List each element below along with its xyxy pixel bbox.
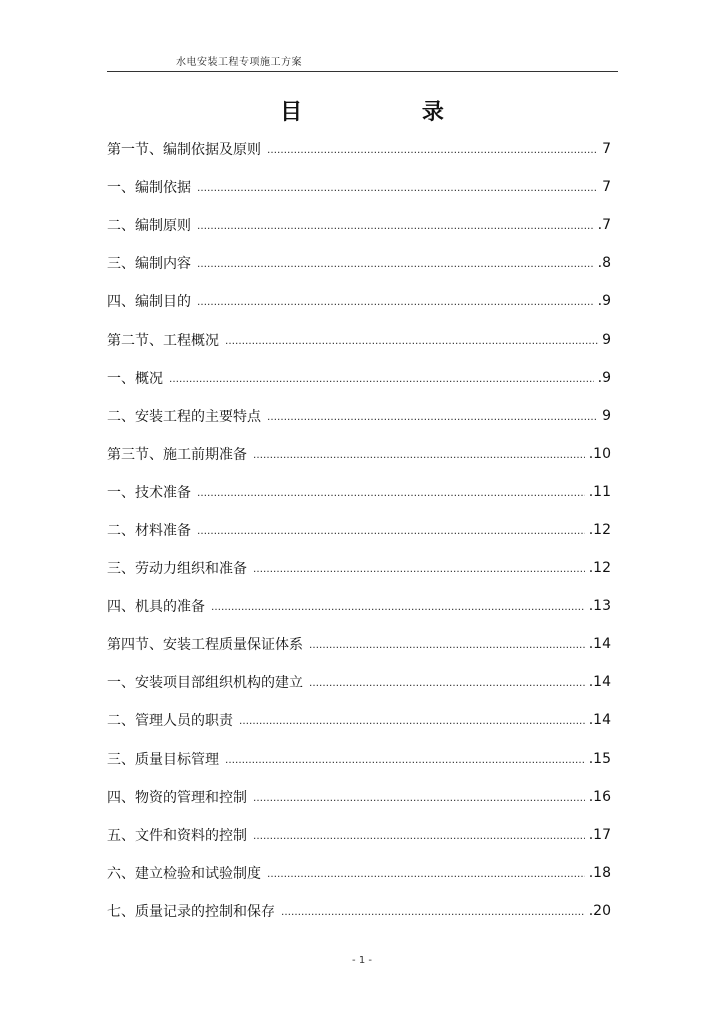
toc-entry-label: 二、编制原则 (107, 218, 191, 235)
toc-entry-page: 7 (602, 141, 611, 158)
toc-entry-page: .17 (588, 826, 611, 843)
toc-leader-dots (267, 140, 598, 158)
toc-entry[interactable] (107, 549, 611, 587)
toc-entry-label: 二、管理人员的职责 (107, 713, 233, 730)
toc-entry-page: .7 (597, 217, 611, 234)
toc-entry-label: 三、编制内容 (107, 256, 191, 273)
toc-entry-page: .20 (588, 902, 611, 919)
toc-entry-page: .8 (597, 255, 611, 272)
toc-leader-dots (225, 331, 598, 349)
toc-entry-page: .14 (588, 636, 611, 653)
toc-entry-page: 9 (602, 331, 611, 348)
toc-entry-label: 一、编制依据 (107, 180, 191, 197)
header-rule (107, 71, 618, 72)
toc-leader-dots (309, 635, 585, 653)
toc-entry-page: .12 (588, 521, 611, 538)
toc-entry[interactable] (107, 397, 611, 435)
toc-entry-page: .11 (588, 483, 611, 500)
toc-leader-dots (267, 864, 585, 882)
toc-entry-label: 第三节、施工前期准备 (107, 446, 247, 463)
toc-entry-page: .9 (597, 293, 611, 310)
toc-entry-label: 六、建立检验和试验制度 (107, 865, 261, 882)
toc-entry[interactable] (107, 473, 611, 511)
toc-entry-page: .14 (588, 712, 611, 729)
toc-entry-page: 7 (602, 179, 611, 196)
toc-entry-label: 四、机具的准备 (107, 599, 205, 616)
toc-entry[interactable] (107, 244, 611, 282)
toc-leader-dots (197, 292, 594, 310)
toc-entry-page: .12 (588, 560, 611, 577)
toc-entry[interactable] (107, 206, 611, 244)
toc-entry-page: .9 (597, 369, 611, 386)
toc-entry-page: .18 (588, 864, 611, 881)
toc-entry[interactable] (107, 892, 611, 930)
toc-entry-label: 二、安装工程的主要特点 (107, 408, 261, 425)
toc-entry-label: 一、技术准备 (107, 484, 191, 501)
toc-entry[interactable] (107, 168, 611, 206)
toc-title: 目 录 (280, 100, 500, 125)
toc-entry[interactable] (107, 435, 611, 473)
toc-leader-dots (253, 826, 585, 844)
toc-entry-label: 七、质量记录的控制和保存 (107, 903, 275, 920)
toc-leader-dots (281, 902, 585, 920)
toc-leader-dots (309, 673, 585, 691)
toc-entry[interactable] (107, 625, 611, 663)
toc-entry-label: 三、劳动力组织和准备 (107, 561, 247, 578)
toc-entry[interactable] (107, 320, 611, 358)
toc-leader-dots (253, 445, 585, 463)
toc-entry-label: 三、质量目标管理 (107, 751, 219, 768)
toc-list (107, 130, 611, 930)
toc-leader-dots (253, 788, 585, 806)
running-header: 水电安装工程专项施工方案 (176, 57, 302, 68)
toc-entry[interactable] (107, 778, 611, 816)
toc-entry-label: 四、编制目的 (107, 294, 191, 311)
toc-entry-label: 第四节、安装工程质量保证体系 (107, 637, 303, 654)
toc-entry[interactable] (107, 130, 611, 168)
toc-entry[interactable] (107, 359, 611, 397)
toc-leader-dots (197, 178, 598, 196)
toc-entry-page: .13 (588, 598, 611, 615)
toc-leader-dots (239, 711, 585, 729)
toc-leader-dots (225, 750, 585, 768)
toc-leader-dots (253, 559, 585, 577)
toc-entry[interactable] (107, 511, 611, 549)
toc-entry-page: .16 (588, 788, 611, 805)
toc-entry-page: .14 (588, 674, 611, 691)
toc-entry[interactable] (107, 854, 611, 892)
toc-leader-dots (197, 216, 594, 234)
toc-leader-dots (169, 369, 594, 387)
toc-leader-dots (197, 254, 594, 272)
page-number: - 1 - (352, 955, 372, 966)
toc-leader-dots (267, 407, 598, 425)
toc-entry[interactable] (107, 587, 611, 625)
toc-leader-dots (197, 483, 585, 501)
toc-leader-dots (197, 521, 585, 539)
toc-entry-label: 一、概况 (107, 370, 163, 387)
toc-entry[interactable] (107, 282, 611, 320)
toc-entry-page: .15 (588, 750, 611, 767)
toc-leader-dots (211, 597, 585, 615)
toc-entry[interactable] (107, 816, 611, 854)
toc-entry-label: 五、文件和资料的控制 (107, 827, 247, 844)
toc-entry-label: 四、物资的管理和控制 (107, 789, 247, 806)
toc-entry-page: 9 (602, 407, 611, 424)
toc-entry-label: 第一节、编制依据及原则 (107, 142, 261, 159)
toc-entry-label: 第二节、工程概况 (107, 332, 219, 349)
toc-entry-label: 二、材料准备 (107, 522, 191, 539)
toc-entry-label: 一、安装项目部组织机构的建立 (107, 675, 303, 692)
toc-entry[interactable] (107, 740, 611, 778)
toc-entry[interactable] (107, 701, 611, 739)
toc-entry[interactable] (107, 663, 611, 701)
toc-entry-page: .10 (588, 445, 611, 462)
